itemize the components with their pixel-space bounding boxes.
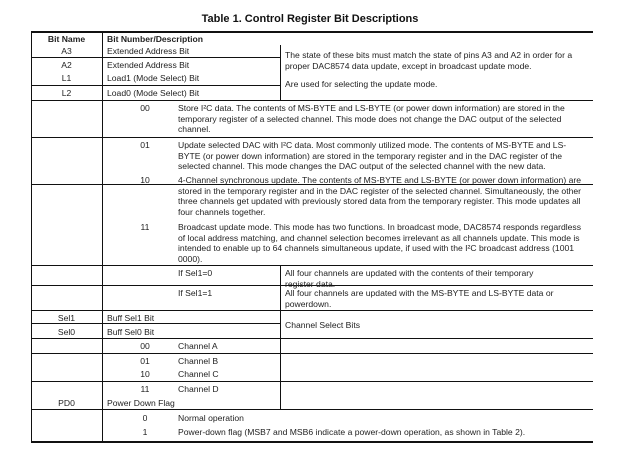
table-top-border: [31, 31, 593, 33]
bit-name-sel1: Sel1: [57, 313, 76, 323]
mode-description: Broadcast update mode. This mode has two functions. In broadcast mode, DAC8574 responds regardless of local address matching, and channel selection becomes irrelevant as all channels update. This mode is intended to enable up to 64 channels simultaneous update, if used with the I²C broadcast address (1001 0000).: [178, 222, 582, 264]
bit-name-a2: A2: [61, 60, 72, 70]
column-divider: [102, 31, 103, 442]
channel-note: Channel Select Bits: [285, 320, 360, 330]
header-description: Bit Number/Description: [107, 34, 203, 44]
row-divider: [31, 100, 593, 101]
row-divider: [31, 137, 593, 138]
address-note: The state of these bits must match the state of pins A3 and A2 in order for a proper DAC8574 data update, except in broadcast update mode.: [285, 50, 573, 71]
row-divider: [31, 409, 593, 410]
mode-code: 00: [140, 103, 150, 113]
row-divider: [31, 310, 593, 311]
mode-code: 11: [140, 222, 150, 232]
mode-description: Store I²C data. The contents of MS-BYTE and LS-BYTE (or power down information) are stored in the temporary register of a selected channel. This mode does not change the DAC output of the selected channel.: [178, 103, 565, 135]
bit-name-l1: L1: [61, 73, 72, 83]
column-divider: [280, 45, 281, 101]
bit-desc-l1: Load1 (Mode Select) Bit: [107, 73, 200, 83]
broadcast-result: All four channels are updated with the MS-BYTE and LS-BYTE data or powerdown.: [285, 288, 554, 309]
column-divider: [280, 265, 281, 409]
mode-description: 4-Channel synchronous update. The contents of MS-BYTE and LS-BYTE (or power down information) are stored in the temporary register and in the DAC register of the selected channel. Simultaneously, the other three channels get updated with previously stored data from the temporary register. This mode updates all four channels together.: [178, 175, 582, 217]
pd-code: 0: [142, 413, 148, 423]
row-divider: [31, 381, 593, 382]
row-divider: [31, 265, 593, 266]
channel-label: Channel D: [178, 384, 219, 394]
bit-name-pd0: PD0: [58, 398, 75, 408]
table-title: Table 1. Control Register Bit Descriptions: [201, 13, 419, 25]
channel-label: Channel B: [178, 356, 219, 366]
broadcast-result: All four channels are updated with the contents of their temporary register data.: [285, 268, 534, 289]
table-bottom-border: [31, 441, 593, 443]
pd-code: 1: [142, 427, 148, 437]
header-bit-name: Bit Name: [47, 34, 86, 44]
bit-desc-a3: Extended Address Bit: [107, 46, 190, 56]
bit-desc-sel1: Buff Sel1 Bit: [107, 313, 155, 323]
broadcast-condition: If Sel1=1: [178, 288, 213, 298]
channel-label: Channel A: [178, 341, 218, 351]
bit-desc-pd0: Power Down Flag: [107, 398, 175, 408]
channel-code: 00: [140, 341, 150, 351]
channel-code: 01: [140, 356, 150, 366]
bit-desc-sel0: Buff Sel0 Bit: [107, 327, 155, 337]
row-divider: [31, 353, 593, 354]
bit-desc-l2: Load0 (Mode Select) Bit: [107, 88, 200, 98]
row-divider: [31, 338, 593, 339]
bit-name-a3: A3: [61, 46, 72, 56]
mode-code: 01: [140, 140, 150, 150]
bit-name-sel0: Sel0: [57, 327, 76, 337]
row-divider: [31, 57, 281, 58]
pd-label: Normal operation: [178, 413, 244, 423]
broadcast-condition: If Sel1=0: [178, 268, 213, 278]
mode-note: Are used for selecting the update mode.: [285, 79, 438, 89]
channel-code: 10: [140, 369, 150, 379]
pd-label: Power-down flag (MSB7 and MSB6 indicate a power-down operation, as shown in Table 2).: [178, 427, 526, 437]
channel-label: Channel C: [178, 369, 219, 379]
bit-name-l2: L2: [61, 88, 72, 98]
mode-code: 10: [140, 175, 150, 185]
bit-desc-a2: Extended Address Bit: [107, 60, 190, 70]
row-divider: [31, 85, 281, 86]
channel-code: 11: [140, 384, 150, 394]
mode-description: Update selected DAC with I²C data. Most commonly utilized mode. The contents of MS-BYTE and LS-BYTE (or power down information) are stored in the temporary register and in the DAC register of the selected channel. This mode changes the DAC output of the selected channel with the new data.: [178, 140, 567, 172]
